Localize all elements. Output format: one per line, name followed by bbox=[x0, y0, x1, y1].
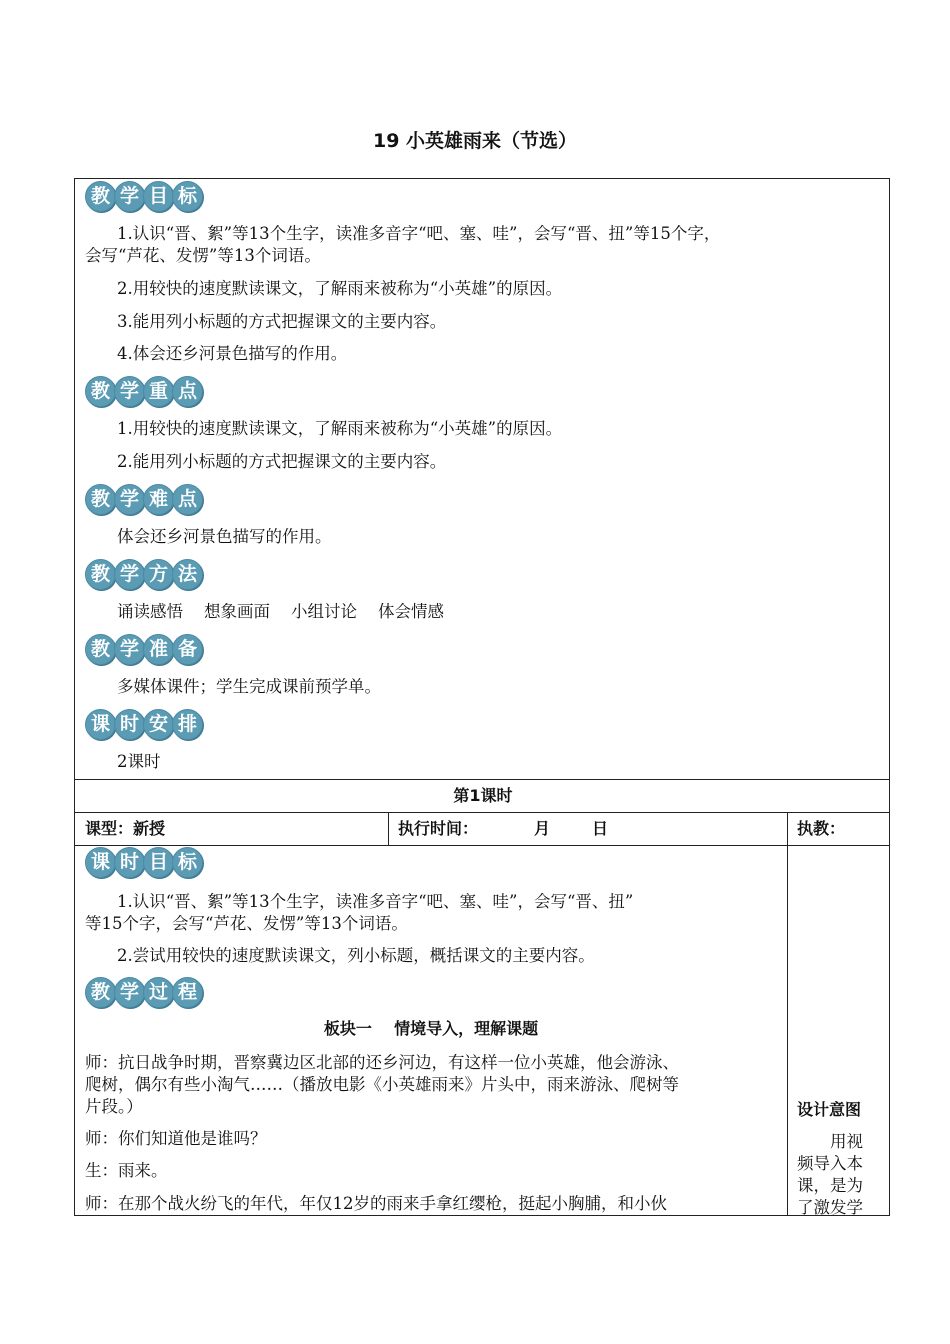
dialogue-line: 片段。） bbox=[85, 1097, 143, 1116]
divider bbox=[75, 845, 889, 846]
lesson-goal-line: 1.认识“晋、絮”等13个生字，读准多音字“吧、塞、哇”，会写“晋、扭” bbox=[117, 892, 634, 911]
method-line: 诵读感悟 想象画面 小组讨论 体会情感 bbox=[117, 602, 444, 621]
dialogue-line: 师：在那个战火纷飞的年代，年仅12岁的雨来手拿红缨枪，挺起小胸脯，和小伙 bbox=[85, 1194, 667, 1213]
lesson-plan-table bbox=[74, 178, 890, 1216]
document-title: 19 小英雄雨来（节选） bbox=[372, 130, 578, 152]
design-intent-line: 了激发学 bbox=[797, 1198, 863, 1217]
section-badge-key: 教 学 重 点 bbox=[85, 376, 201, 407]
lesson-heading: 第1课时 bbox=[453, 786, 513, 805]
key-line: 1.用较快的速度默读课文，了解雨来被称为“小英雄”的原因。 bbox=[117, 419, 563, 438]
difficulty-line: 体会还乡河景色描写的作用。 bbox=[117, 527, 332, 546]
dialogue-line: 师：你们知道他是谁吗？ bbox=[85, 1129, 267, 1148]
goal-line: 4.体会还乡河景色描写的作用。 bbox=[117, 344, 348, 363]
design-intent-heading: 设计意图 bbox=[797, 1100, 862, 1119]
divider bbox=[787, 812, 788, 1216]
section-badge-schedule: 课 时 安 排 bbox=[85, 709, 201, 740]
design-intent-line: 用视 bbox=[830, 1132, 863, 1151]
dialogue-line: 师：抗日战争时期，晋察冀边区北部的还乡河边，有这样一位小英雄，他会游泳、 bbox=[85, 1053, 679, 1072]
key-line: 2.能用列小标题的方式把握课文的主要内容。 bbox=[117, 452, 447, 471]
goal-line: 3.能用列小标题的方式把握课文的主要内容。 bbox=[117, 312, 447, 331]
section-badge-difficulty: 教 学 难 点 bbox=[85, 484, 201, 515]
goal-line: 1.认识“晋、絮”等13个生字，读准多音字“吧、塞、哇”，会写“晋、扭”等15个字， bbox=[117, 224, 721, 243]
lesson-goal-line: 2.尝试用较快的速度默读课文，列小标题，概括课文的主要内容。 bbox=[117, 946, 595, 965]
prep-line: 多媒体课件；学生完成课前预学单。 bbox=[117, 677, 381, 696]
lesson-goal-line: 等15个字，会写“芦花、发愣”等13个词语。 bbox=[85, 914, 408, 933]
divider bbox=[75, 779, 889, 780]
section-badge-lesson-goals: 课 时 目 标 bbox=[85, 847, 201, 878]
teacher-label: 执教： bbox=[797, 819, 846, 838]
design-intent-line: 频导入本 bbox=[797, 1154, 863, 1173]
divider bbox=[75, 812, 889, 813]
dialogue-line: 生：雨来。 bbox=[85, 1161, 168, 1180]
dialogue-line: 爬树，偶尔有些小淘气……（播放电影《小英雄雨来》片头中，雨来游泳、爬树等 bbox=[85, 1075, 679, 1094]
block-title: 板块一 情境导入，理解课题 bbox=[323, 1019, 539, 1038]
section-badge-prep: 教 学 准 备 bbox=[85, 634, 201, 665]
schedule-line: 2课时 bbox=[117, 752, 161, 771]
goal-line: 会写“芦花、发愣”等13个词语。 bbox=[85, 246, 321, 265]
section-badge-process: 教 学 过 程 bbox=[85, 977, 201, 1008]
section-badge-method: 教 学 方 法 bbox=[85, 559, 201, 590]
day-label: 日 bbox=[592, 819, 609, 838]
divider bbox=[388, 812, 389, 845]
lesson-type: 课型：新授 bbox=[85, 819, 166, 838]
month-label: 月 bbox=[534, 819, 551, 838]
goal-line: 2.用较快的速度默读课文，了解雨来被称为“小英雄”的原因。 bbox=[117, 279, 563, 298]
section-badge-goals: 教 学 目 标 bbox=[85, 181, 201, 212]
design-intent-line: 课，是为 bbox=[797, 1176, 863, 1195]
time-label: 执行时间： bbox=[398, 819, 479, 838]
